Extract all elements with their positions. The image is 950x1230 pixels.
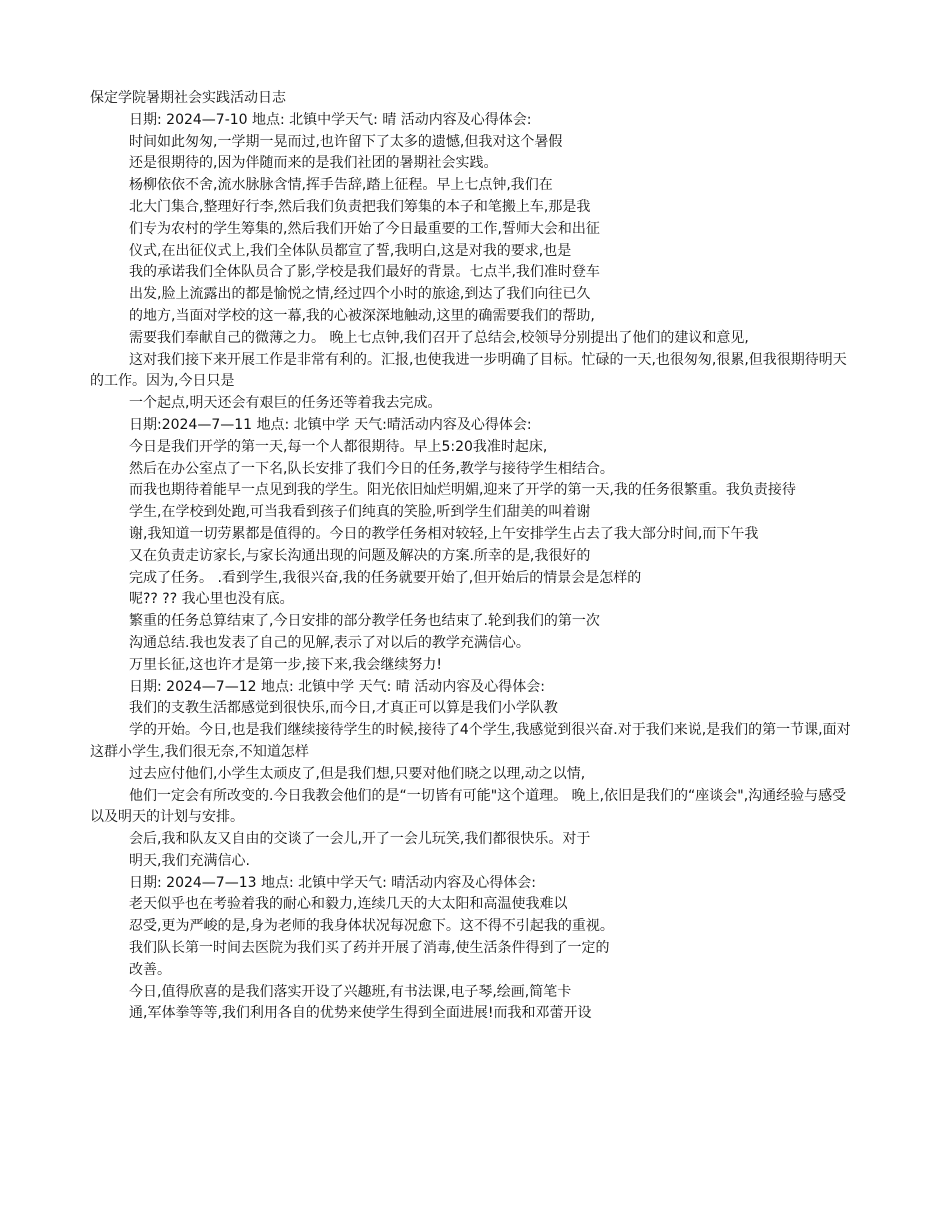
- text-line: 呢?? ?? 我心里也没有底。: [129, 591, 294, 608]
- text-paragraph: 这对我们接下来开展工作是非常有利的。汇报,也使我进一步明确了目标。忙碌的一天,也很匆匆,很累,但我很期待明天的工作。因为,今日只是: [90, 351, 847, 390]
- text-paragraph: 谢,我知道一切劳累都是值得的。今日的教学任务相对较轻,上午安排学生占去了我大部分时间,而下午我: [129, 525, 759, 542]
- text-line: 我们队长第一时间去医院为我们买了药并开展了消毒,使生活条件得到了一定的: [129, 940, 610, 957]
- text-line: 会后,我和队友又自由的交谈了一会儿,开了一会儿玩笑,我们都很快乐。对于: [129, 831, 591, 848]
- text-line: 我们的支教生活都感觉到很快乐,而今日,才真正可以算是我们小学队教: [129, 700, 558, 717]
- text-line: 沟通总结.我也发表了自己的见解,表示了对以后的教学充满信心。: [129, 634, 530, 651]
- document-page: [90, 88, 860, 1025]
- text-line: 今日是我们开学的第一天,每一个人都很期待。早上5:20我准时起床,: [129, 438, 548, 455]
- text-line: 老天似乎也在考验着我的耐心和毅力,连续几天的大太阳和高温使我难以: [129, 896, 568, 913]
- text-line: 过去应付他们,小学生太顽皮了,但是我们想,只要对他们晓之以理,动之以情,: [129, 765, 586, 782]
- text-line: 还是很期待的,因为伴随而来的是我们社团的暑期社会实践。: [129, 155, 498, 172]
- text-line: 忍受,更为严峻的是,身为老师的我身体状况每况愈下。这不得不引起我的重视。: [129, 918, 614, 935]
- text-line: 们专为农村的学生筹集的,然后我们开始了今日最重要的工作,誓师大会和出征: [129, 220, 600, 237]
- date-line-0710: 日期: 2024—7-10 地点: 北镇中学天气: 晴 活动内容及心得体会:: [129, 111, 532, 128]
- text-paragraph: 他们一定会有所改变的.今日我教会他们的是“一切皆有可能"这个道理。 晚上,依旧是我们的“座谈会",沟通经验与感受以及明天的计划与安排。: [90, 787, 847, 826]
- text-line: 仪式,在出征仪式上,我们全体队员都宣了誓,我明白,这是对我的要求,也是: [129, 242, 572, 259]
- text-line: 繁重的任务总算结束了,今日安排的部分教学任务也结束了.轮到我们的第一次: [129, 613, 600, 630]
- document-title: 保定学院暑期社会实践活动日志: [90, 90, 286, 106]
- text-paragraph: 而我也期待着能早一点见到我的学生。阳光依旧灿烂明媚,迎来了开学的第一天,我的任务很繁重。我负责接待: [129, 482, 796, 499]
- date-line-0712: 日期: 2024—7—12 地点: 北镇中学 天气: 晴 活动内容及心得体会:: [129, 678, 545, 695]
- text-line: 万里长征,这也许才是第一步,接下来,我会继续努力!: [129, 656, 442, 673]
- date-line-0713: 日期: 2024—7—13 地点: 北镇中学天气: 晴活动内容及心得体会:: [129, 874, 537, 891]
- text-line: 又在负责走访家长,与家长沟通出现的问题及解决的方案.所幸的是,我很好的: [129, 547, 591, 564]
- text-line: 学生,在学校到处跑,可当我看到孩子们纯真的笑脸,听到学生们甜美的叫着谢: [129, 504, 591, 521]
- text-line: 通,军体拳等等,我们利用各自的优势来使学生得到全面进展!而我和邓蕾开设: [129, 1005, 592, 1022]
- text-line: 我的承诺我们全体队员合了影,学校是我们最好的背景。七点半,我们准时登车: [129, 264, 600, 281]
- text-line: 的地方,当面对学校的这一幕,我的心被深深地触动,这里的确需要我们的帮助,: [129, 307, 595, 324]
- text-line: 北大门集合,整理好行李,然后我们负责把我们筹集的本子和笔搬上车,那是我: [129, 198, 591, 215]
- text-line: 杨柳依依不舍,流水脉脉含情,挥手告辞,踏上征程。早上七点钟,我们在: [129, 177, 553, 194]
- text-line: 出发,脸上流露出的都是愉悦之情,经过四个小时的旅途,到达了我们向往已久: [129, 286, 591, 303]
- text-line: 时间如此匆匆,一学期一晃而过,也许留下了太多的遗憾,但我对这个暑假: [129, 133, 563, 150]
- text-paragraph: 学的开始。今日,也是我们继续接待学生的时候,接待了4个学生,我感觉到很兴奋.对于我们来说,是我们的第一节课,面对这群小学生,我们很无奈,不知道怎样: [90, 722, 851, 760]
- text-line: 完成了任务。 .看到学生,我很兴奋,我的任务就要开始了,但开始后的情景会是怎样的: [129, 569, 642, 586]
- text-line: 今日,值得欣喜的是我们落实开设了兴趣班,有书法课,电子琴,绘画,简笔卡: [129, 983, 572, 1000]
- text-paragraph: 需要我们奉献自己的微薄之力。 晚上七点钟,我们召开了总结会,校领导分别提出了他们的建议和意见,: [129, 329, 749, 346]
- text-line: 明天,我们充满信心.: [129, 852, 250, 869]
- text-line: 改善。: [129, 961, 171, 978]
- text-line: 然后在办公室点了一下名,队长安排了我们今日的任务,教学与接待学生相结合。: [129, 460, 614, 477]
- text-line: 一个起点,明天还会有艰巨的任务还等着我去完成。: [129, 395, 442, 412]
- date-line-0711: 日期:2024—7—11 地点: 北镇中学 天气:晴活动内容及心得体会:: [129, 416, 532, 433]
